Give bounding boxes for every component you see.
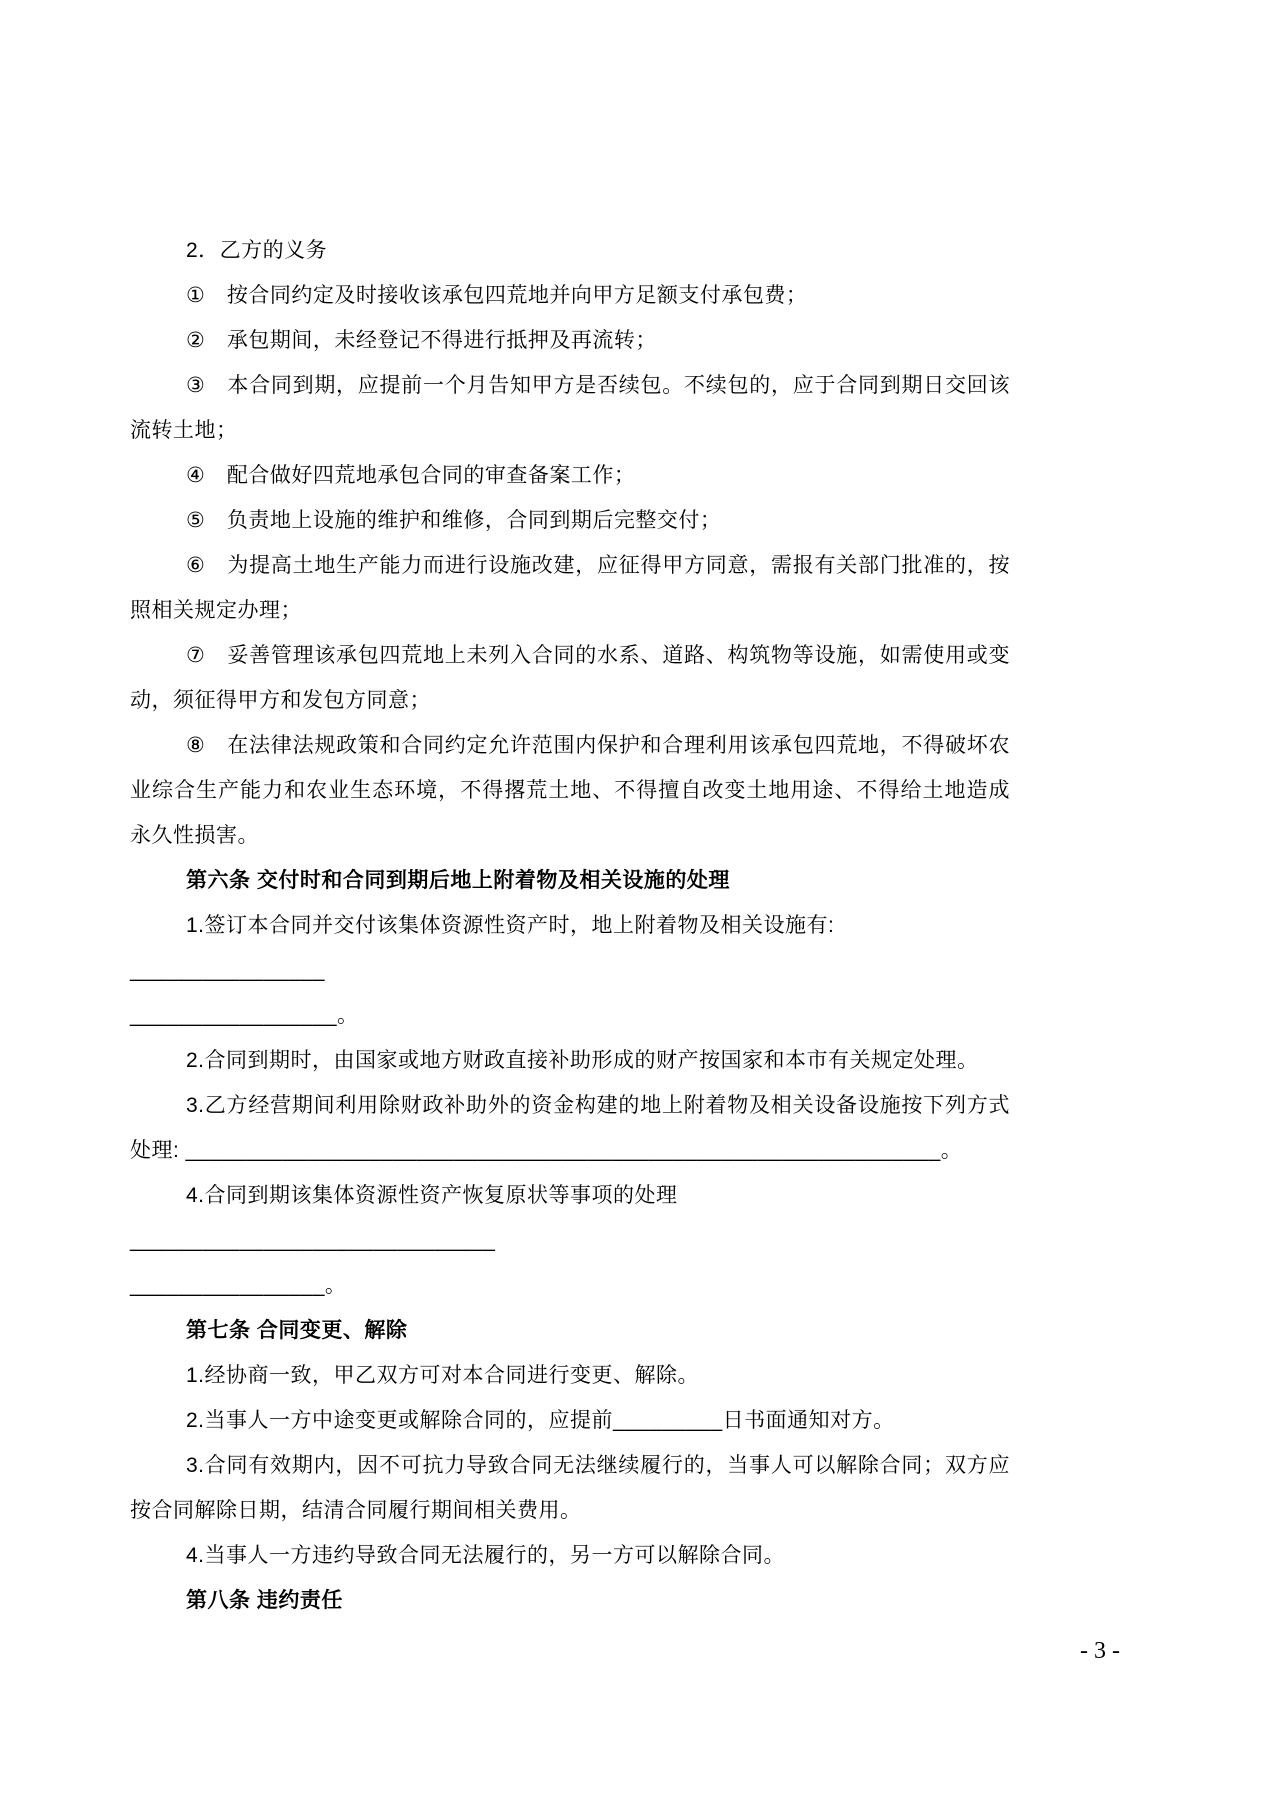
article-7-item-3: 3.合同有效期内，因不可抗力导致合同无法继续履行的，当事人可以解除合同；双方应 [186, 1454, 1010, 1477]
article-7-item-4: 4.当事人一方违约导致合同无法履行的，另一方可以解除合同。 [186, 1544, 786, 1567]
clause-party-b-obligations-title: 2．乙方的义务 [186, 239, 328, 262]
article-6-item-4: 4.合同到期该集体资源性资产恢复原状等事项的处理 ______________________________ [130, 1184, 684, 1252]
page-number: - 3 - [1080, 1638, 1120, 1664]
obligation-item-6: ⑥ 为提高土地生产能力而进行设施改建，应征得甲方同意，需报有关部门批准的，按 [186, 554, 1010, 577]
article-6-item-3: 3.乙方经营期间利用除财政补助外的资金构建的地上附着物及相关设备设施按下列方式 [186, 1094, 1010, 1117]
article-6-heading: 第六条 交付时和合同到期后地上附着物及相关设施的处理 [186, 869, 730, 892]
obligation-item-8: ⑧ 在法律法规政策和合同约定允许范围内保护和合理利用该承包四荒地，不得破坏农 [186, 734, 1010, 757]
article-7-item-3-continued: 按合同解除日期，结清合同履行期间相关费用。 [130, 1499, 582, 1522]
article-6-item-1-blank-continued: _________________。 [130, 1004, 359, 1027]
article-7-heading: 第七条 合同变更、解除 [186, 1319, 408, 1342]
obligation-item-8-continued: 业综合生产能力和农业生态环境，不得撂荒土地、不得擅自改变土地用途、不得给土地造成 [130, 779, 1010, 802]
obligation-item-3-continued: 流转土地； [130, 419, 238, 442]
obligation-item-7: ⑦ 妥善管理该承包四荒地上未列入合同的水系、道路、构筑物等设施，如需使用或变 [186, 644, 1010, 667]
obligation-item-2: ② 承包期间，未经登记不得进行抵押及再流转； [186, 329, 657, 352]
obligation-item-1: ① 按合同约定及时接收该承包四荒地并向甲方足额支付承包费； [186, 284, 808, 307]
contract-body [130, 228, 1010, 1623]
article-7-item-1: 1.经协商一致，甲乙双方可对本合同进行变更、解除。 [186, 1364, 700, 1387]
obligation-item-7-continued: 动，须征得甲方和发包方同意； [130, 689, 431, 712]
article-7-item-2: 2.当事人一方中途变更或解除合同的，应提前_________日书面通知对方。 [186, 1409, 895, 1432]
obligation-item-5: ⑤ 负责地上设施的维护和维修，合同到期后完整交付； [186, 509, 722, 532]
article-8-heading: 第八条 违约责任 [186, 1589, 343, 1612]
obligation-item-3: ③ 本合同到期，应提前一个月告知甲方是否续包。不续包的，应于合同到期日交回该 [186, 374, 1010, 397]
article-6-item-1: 1.签订本合同并交付该集体资源性资产时，地上附着物及相关设施有: ________________ [130, 914, 841, 982]
article-6-item-2: 2.合同到期时，由国家或地方财政直接补助形成的财产按国家和本市有关规定处理。 [186, 1049, 979, 1072]
obligation-item-6-continued: 照相关规定办理； [130, 599, 302, 622]
obligation-item-4: ④ 配合做好四荒地承包合同的审查备案工作； [186, 464, 636, 487]
article-6-item-3-blank: 处理: ______________________________________________________________。 [130, 1139, 963, 1162]
article-6-item-4-blank-continued: ________________。 [130, 1274, 347, 1297]
obligation-item-8-end: 永久性损害。 [130, 824, 259, 847]
